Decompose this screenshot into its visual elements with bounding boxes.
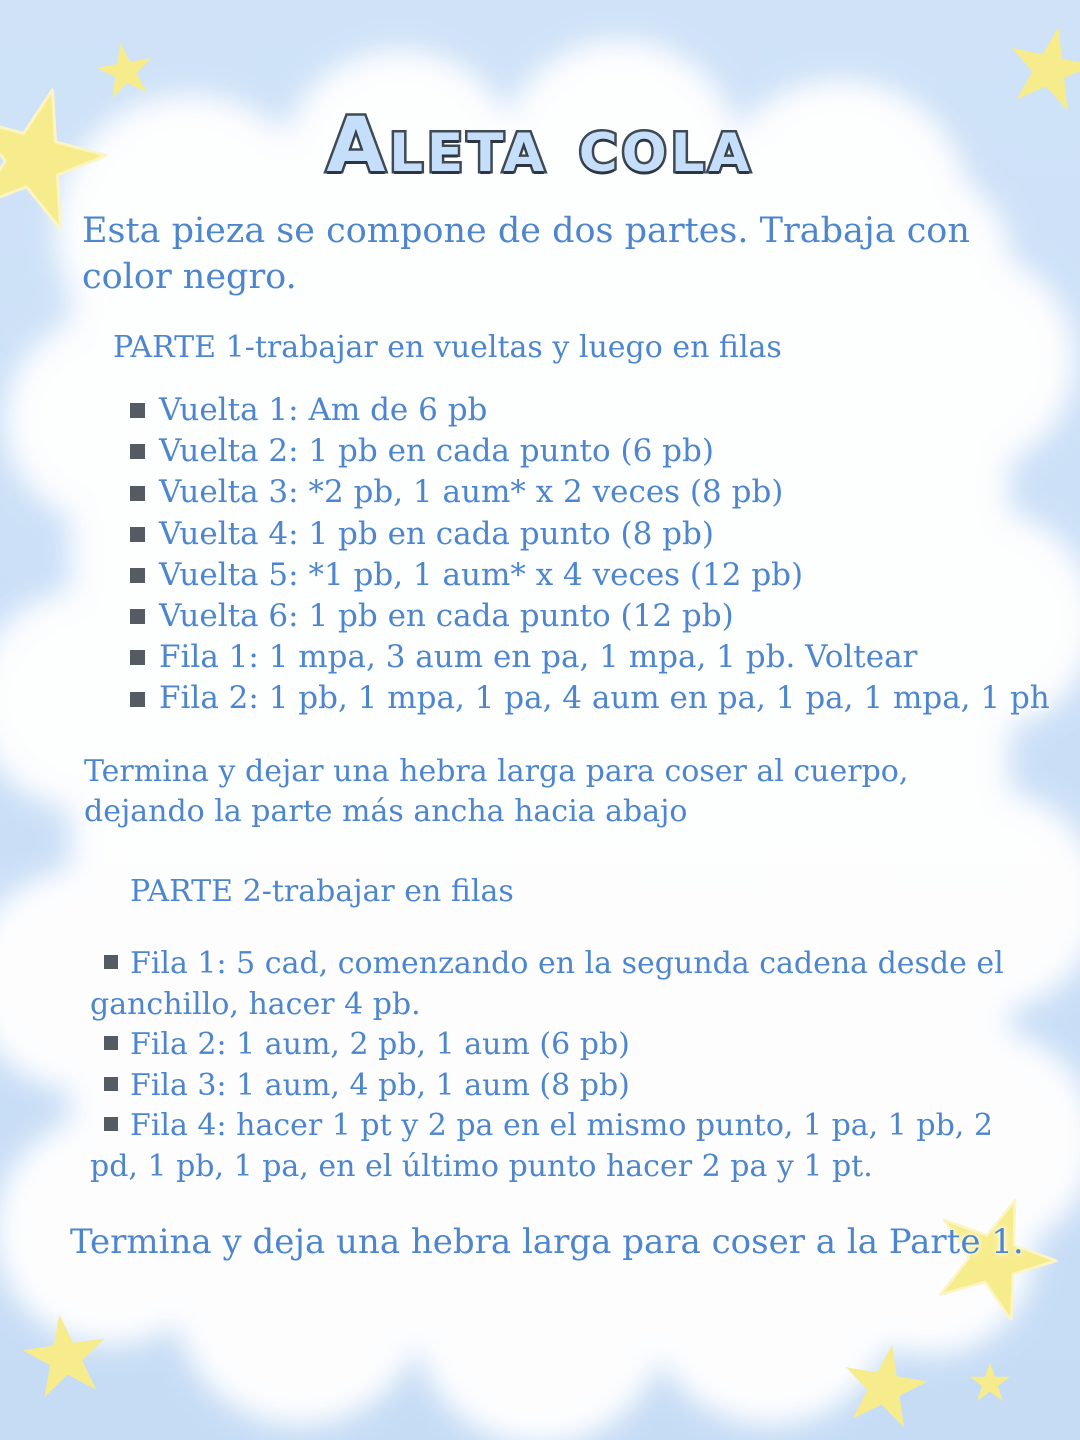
star-icon <box>1005 22 1080 112</box>
page-title: Aleta cola <box>326 100 754 189</box>
square-bullet-icon <box>104 955 118 969</box>
star-icon <box>95 40 155 100</box>
square-bullet-icon <box>104 1117 118 1131</box>
part2-heading: PARTE 2-trabajar en filas <box>130 874 514 909</box>
list-item: Vuelta 3: *2 pb, 1 aum* x 2 veces (8 pb) <box>130 472 1050 513</box>
square-bullet-icon <box>130 568 145 583</box>
square-bullet-icon <box>104 1077 118 1091</box>
square-bullet-icon <box>130 609 145 624</box>
star-icon <box>20 1310 110 1400</box>
star-icon <box>968 1360 1012 1404</box>
square-bullet-icon <box>130 527 145 542</box>
list-item: Fila 1: 1 mpa, 3 aum en pa, 1 mpa, 1 pb. Voltear <box>130 637 1050 678</box>
part2-list <box>90 944 1010 1187</box>
list-item: Fila 2: 1 aum, 2 pb, 1 aum (6 pb) <box>90 1025 1010 1066</box>
square-bullet-icon <box>130 650 145 665</box>
list-item: Vuelta 4: 1 pb en cada punto (8 pb) <box>130 514 1050 555</box>
part1-finish-text: Termina y dejar una hebra larga para coser al cuerpo, dejando la parte más ancha hacia abajo <box>84 754 909 829</box>
list-item: Fila 4: hacer 1 pt y 2 pa en el mismo punto, 1 pa, 1 pb, 2 pd, 1 pb, 1 pa, en el último punto hacer 2 pa y 1 pt. <box>90 1108 993 1184</box>
square-bullet-icon <box>130 444 145 459</box>
square-bullet-icon <box>130 486 145 501</box>
part1-heading: PARTE 1-trabajar en vueltas y luego en filas <box>113 330 782 365</box>
list-item: Vuelta 2: 1 pb en cada punto (6 pb) <box>130 431 1050 472</box>
square-bullet-icon <box>130 692 145 707</box>
list-item: Vuelta 5: *1 pb, 1 aum* x 4 veces (12 pb) <box>130 555 1050 596</box>
list-item: Vuelta 6: 1 pb en cada punto (12 pb) <box>130 596 1050 637</box>
square-bullet-icon <box>130 403 145 418</box>
closing-text: Termina y deja una hebra larga para coser a la Parte 1. <box>70 1222 1024 1262</box>
list-item: Fila 3: 1 aum, 4 pb, 1 aum (8 pb) <box>90 1066 1010 1107</box>
intro-text: Esta pieza se compone de dos partes. Trabaja con color negro. <box>82 211 970 297</box>
list-item: Fila 1: 5 cad, comenzando en la segunda cadena desde el ganchillo, hacer 4 pb. <box>90 946 1004 1022</box>
list-item: Vuelta 1: Am de 6 pb <box>130 390 1050 431</box>
star-icon <box>840 1340 930 1430</box>
part1-list <box>130 390 1050 720</box>
square-bullet-icon <box>104 1036 118 1050</box>
list-item: Fila 2: 1 pb, 1 mpa, 1 pa, 4 aum en pa, 1 pa, 1 mpa, 1 ph <box>130 678 1050 719</box>
